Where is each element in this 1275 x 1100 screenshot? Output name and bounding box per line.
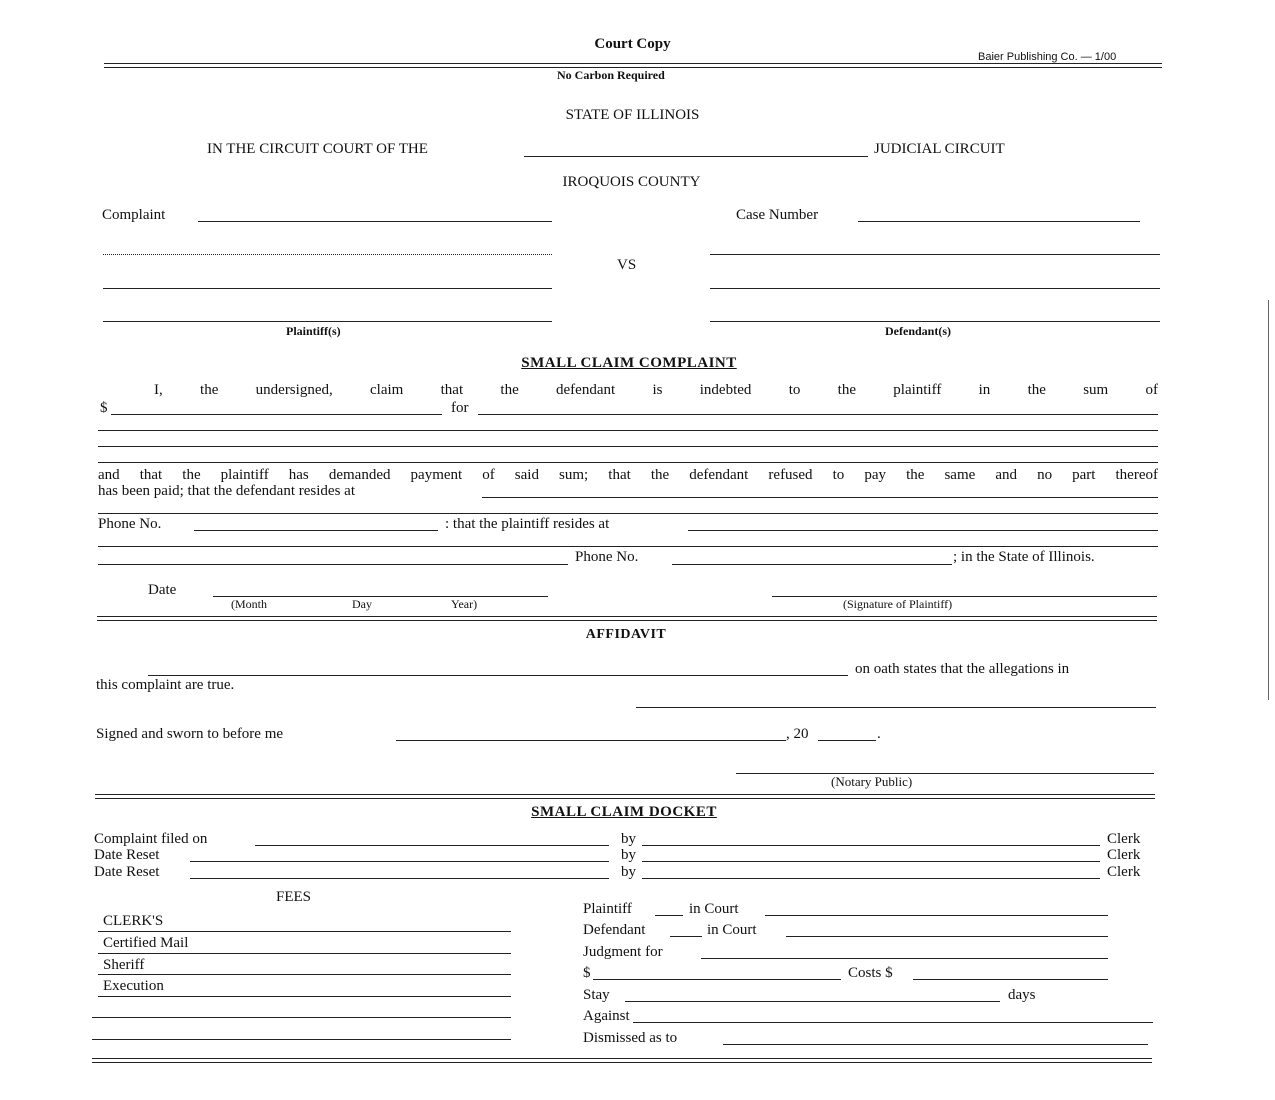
- date-label: Date: [148, 582, 177, 598]
- stay-label: Stay: [583, 987, 610, 1003]
- plaintiff-signature-field[interactable]: [772, 596, 1157, 597]
- complaint-filed-field[interactable]: [255, 845, 609, 846]
- against-label: Against: [583, 1008, 630, 1024]
- section-rule-affidavit: [97, 616, 1157, 621]
- judgment-label: Judgment for: [583, 944, 663, 960]
- section-rule-docket: [95, 794, 1155, 799]
- no-carbon-note: No Carbon Required: [557, 68, 665, 82]
- plaintiff-line-1[interactable]: [103, 254, 552, 255]
- complaint-heading: SMALL CLAIM COMPLAINT: [521, 355, 737, 371]
- year-prefix: 20: [793, 726, 809, 742]
- claim-reason-line-3[interactable]: [98, 446, 1158, 447]
- judgment-amount-field[interactable]: [593, 979, 841, 980]
- plaintiff-line-2[interactable]: [103, 288, 552, 289]
- fee-execution: Execution: [103, 978, 164, 994]
- date-reset-1-by-field[interactable]: [642, 861, 1100, 862]
- against-field[interactable]: [633, 1022, 1153, 1023]
- defendant-address-line-2[interactable]: [98, 513, 1158, 514]
- fee-sheriff: Sheriff: [103, 957, 145, 973]
- circuit-number-field[interactable]: [524, 156, 868, 157]
- plaintiff-line-3[interactable]: [103, 321, 552, 322]
- for-label: for: [451, 400, 469, 416]
- notary-signature-field[interactable]: [736, 773, 1154, 774]
- form-title: Court Copy: [594, 36, 671, 52]
- claim-reason-line-2[interactable]: [98, 430, 1158, 431]
- fees-heading: FEES: [276, 889, 312, 905]
- complaint-intro: I, the undersigned, claim that the defendant is indebted to the plaintiff in the sum of: [154, 382, 1158, 398]
- sworn-label: Signed and sworn to before me: [96, 726, 284, 742]
- fee-extra-line-2[interactable]: [92, 1039, 511, 1040]
- versus-label: VS: [617, 257, 637, 273]
- docket-heading: SMALL CLAIM DOCKET: [531, 804, 717, 820]
- notary-caption: (Notary Public): [831, 774, 913, 789]
- plaintiff-resides-text: : that the plaintiff resides at: [445, 516, 610, 532]
- costs-label: Costs $: [848, 965, 893, 981]
- docket-row-3-clerk: Clerk: [1107, 864, 1141, 880]
- docket-row-1-by: by: [621, 831, 636, 847]
- defendant-line-1[interactable]: [710, 254, 1160, 255]
- fee-certified-mail-line[interactable]: [98, 953, 511, 954]
- oath-text: on oath states that the allegations in: [855, 661, 1070, 677]
- signature-caption: (Signature of Plaintiff): [843, 597, 953, 611]
- complaint-label: Complaint: [102, 207, 166, 223]
- header-rule: [104, 63, 1162, 64]
- defendant-in-court-label: in Court: [707, 922, 757, 938]
- docket-row-3-by: by: [621, 864, 636, 880]
- costs-field[interactable]: [913, 979, 1108, 980]
- plaintiff-in-court-field[interactable]: [765, 915, 1108, 916]
- plaintiff-label: Plaintiff(s): [286, 324, 341, 338]
- circuit-suffix: JUDICIAL CIRCUIT: [874, 141, 1005, 157]
- defendant-present-field[interactable]: [670, 936, 702, 937]
- true-text: this complaint are true.: [96, 677, 235, 693]
- case-number-label: Case Number: [736, 207, 819, 223]
- fee-clerks: CLERK'S: [103, 913, 164, 929]
- demand-text-1: and that the plaintiff has demanded payment of said sum; that the defendant refused to pay the same and no part thereof: [98, 467, 1158, 483]
- defendant-phone-label: Phone No.: [98, 516, 162, 532]
- docket-row-1-clerk: Clerk: [1107, 831, 1141, 847]
- plaintiff-address-line-2[interactable]: [98, 546, 1158, 547]
- stay-field[interactable]: [625, 1001, 1000, 1002]
- docket-row-2-clerk: Clerk: [1107, 847, 1141, 863]
- defendant-present-label: Defendant: [583, 922, 646, 938]
- defendant-in-court-field[interactable]: [786, 936, 1108, 937]
- sworn-date-field[interactable]: [396, 740, 786, 741]
- state-heading: STATE OF ILLINOIS: [565, 107, 700, 123]
- docket-row-3-label: Date Reset: [94, 864, 160, 880]
- docket-row-1-label: Complaint filed on: [94, 831, 208, 847]
- complaint-field[interactable]: [198, 221, 552, 222]
- fee-execution-line[interactable]: [98, 996, 511, 997]
- dismissed-field[interactable]: [723, 1044, 1148, 1045]
- claim-reason-field[interactable]: [478, 414, 1158, 415]
- plaintiff-phone-label: Phone No.: [575, 549, 639, 565]
- plaintiff-address-line-3[interactable]: [98, 564, 568, 565]
- plaintiff-present-field[interactable]: [655, 915, 683, 916]
- affiant-signature-field[interactable]: [636, 707, 1156, 708]
- plaintiff-present-label: Plaintiff: [583, 901, 632, 917]
- defendant-line-3[interactable]: [710, 321, 1160, 322]
- dismissed-label: Dismissed as to: [583, 1030, 678, 1046]
- docket-row-2-by: by: [621, 847, 636, 863]
- affidavit-heading: AFFIDAVIT: [585, 627, 667, 642]
- fee-clerks-line[interactable]: [98, 931, 511, 932]
- date-reset-1-field[interactable]: [190, 861, 609, 862]
- dollar-sign: $: [100, 400, 108, 416]
- claim-reason-line-4[interactable]: [98, 462, 1158, 463]
- month-caption: (Month: [231, 597, 267, 611]
- plaintiff-phone-field[interactable]: [672, 564, 952, 565]
- fee-extra-line-1[interactable]: [92, 1017, 511, 1018]
- defendant-label: Defendant(s): [885, 324, 951, 338]
- sworn-year-field[interactable]: [818, 740, 876, 741]
- bottom-rule: [92, 1058, 1152, 1063]
- claim-amount-field[interactable]: [111, 414, 442, 415]
- publisher-note: Baier Publishing Co. — 1/00: [978, 51, 1117, 63]
- complaint-filed-by-field[interactable]: [642, 845, 1100, 846]
- demand-text-2: has been paid; that the defendant resides at: [98, 483, 355, 499]
- county-heading: IROQUOIS COUNTY: [562, 174, 701, 190]
- fee-certified-mail: Certified Mail: [103, 935, 189, 951]
- scan-edge: [1268, 300, 1269, 700]
- year-caption: Year): [451, 597, 478, 611]
- judgment-dollar: $: [583, 965, 591, 981]
- judgment-field[interactable]: [701, 958, 1108, 959]
- plaintiff-in-court-label: in Court: [689, 901, 739, 917]
- docket-row-2-label: Date Reset: [94, 847, 160, 863]
- defendant-phone-field[interactable]: [194, 530, 438, 531]
- plaintiff-address-field[interactable]: [688, 530, 1158, 531]
- defendant-address-field[interactable]: [482, 497, 1158, 498]
- day-caption: Day: [352, 597, 372, 611]
- state-text: ; in the State of Illinois.: [953, 549, 1095, 565]
- days-label: days: [1008, 987, 1036, 1003]
- affiant-name-field[interactable]: [148, 675, 848, 676]
- circuit-prefix: IN THE CIRCUIT COURT OF THE: [207, 141, 428, 157]
- date-reset-2-field[interactable]: [190, 878, 609, 879]
- date-reset-2-by-field[interactable]: [642, 878, 1100, 879]
- defendant-line-2[interactable]: [710, 288, 1160, 289]
- fee-sheriff-line[interactable]: [98, 974, 511, 975]
- case-number-field[interactable]: [858, 221, 1140, 222]
